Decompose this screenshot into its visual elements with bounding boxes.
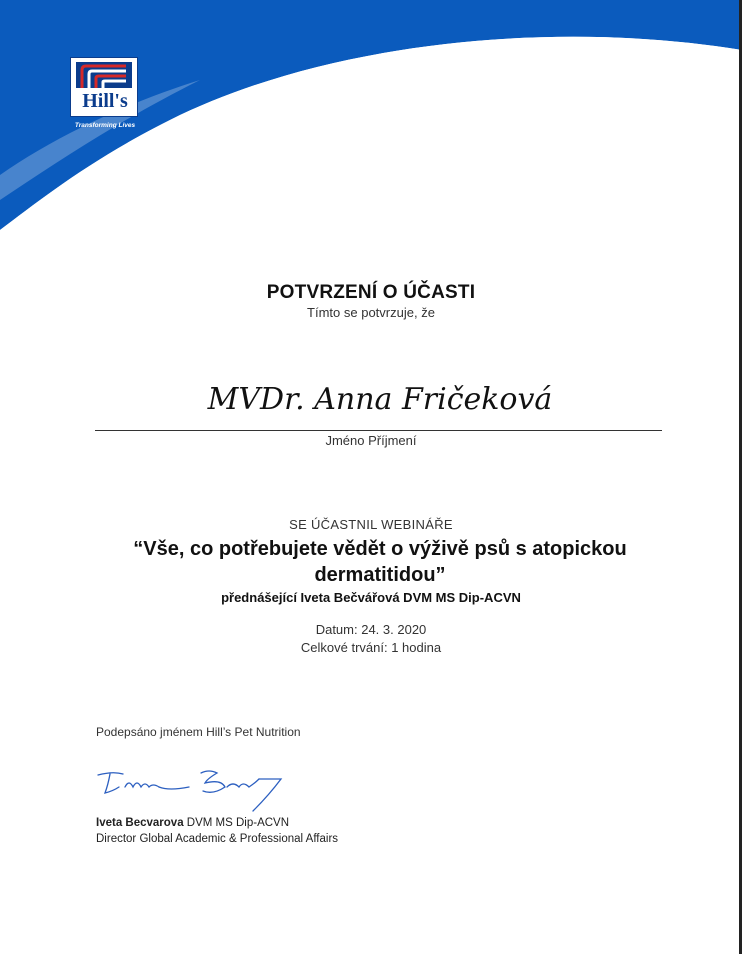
lecturer-line: přednášející Iveta Bečvářová DVM MS Dip-ACVN [221,590,521,605]
header-swoosh [0,0,742,270]
logo-box [70,57,138,117]
name-underline [95,430,662,431]
certificate-title: POTVRZENÍ O ÚČASTI [266,282,476,303]
signed-on-behalf: Podepsáno jménem Hill’s Pet Nutrition [96,725,301,739]
signer-credentials: DVM MS Dip-ACVN [183,817,290,829]
webinar-date: Datum: 24. 3. 2020 [315,622,427,637]
attended-label: SE ÚČASTNIL WEBINÁŘE [289,517,453,532]
signer-name: Iveta Becvarova [96,817,184,829]
webinar-duration: Celkové trvání: 1 hodina [300,640,442,655]
signer-role: Director Global Academic & Professional Affairs [96,833,339,845]
logo-wordmark: Hill's [82,90,128,112]
logo-tagline: Transforming Lives [74,122,136,129]
participant-name: MVDr. Anna Fričeková [207,382,553,417]
logo-flag-icon [76,62,132,88]
certificate-subtitle: Tímto se potvrzuje, že [307,305,435,320]
signer-name-line [96,817,289,829]
handwritten-signature [93,765,293,815]
name-caption: Jméno Příjmení [325,433,417,448]
hills-logo [70,57,140,133]
webinar-title: “Vše, co potřebujete vědět o výživě psů s atopickou dermatitidou” [133,538,627,586]
